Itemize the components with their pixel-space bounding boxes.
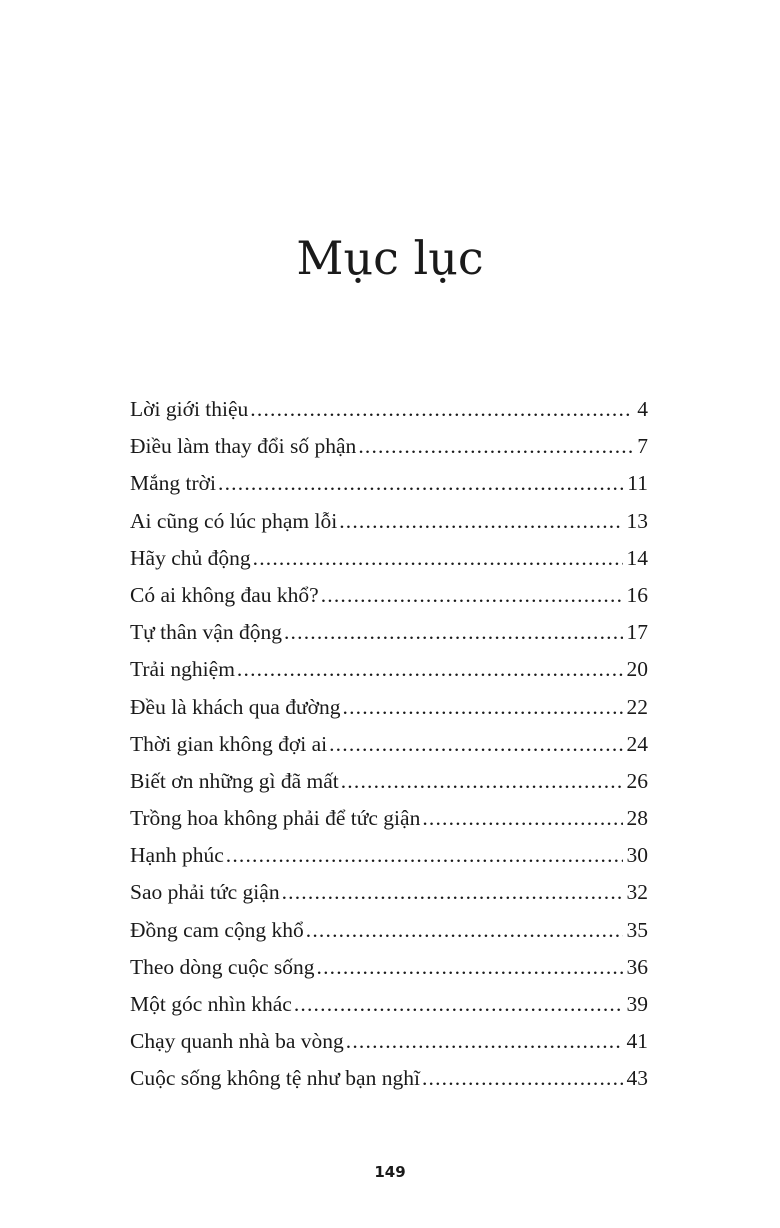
toc-leader-dots <box>358 428 633 465</box>
toc-entry <box>130 577 648 614</box>
toc-entry-label: Cuộc sống không tệ như bạn nghĩ <box>130 1066 420 1091</box>
toc-entry-label: Hạnh phúc <box>130 843 224 868</box>
toc-leader-dots <box>306 912 623 949</box>
toc-leader-dots <box>422 800 622 837</box>
toc-leader-dots <box>250 391 633 428</box>
toc-entry-page: 22 <box>626 694 648 719</box>
toc-entry <box>130 1060 648 1097</box>
toc-entry-page: 35 <box>626 917 648 942</box>
toc-entry-page: 14 <box>626 545 648 570</box>
toc-entry <box>130 391 648 428</box>
toc-leader-dots <box>341 763 623 800</box>
toc-entry <box>130 428 648 465</box>
toc-entry-page: 32 <box>626 880 648 905</box>
toc-entry <box>130 540 648 577</box>
toc-entry-label: Đồng cam cộng khổ <box>130 917 304 942</box>
toc-entry <box>130 837 648 874</box>
toc-entry-label: Một góc nhìn khác <box>130 992 292 1016</box>
toc-entry-page: 16 <box>626 582 648 607</box>
toc-entry <box>130 800 648 837</box>
toc-entry-page: 30 <box>626 843 648 868</box>
toc-entry-label: Mắng trời <box>130 471 217 496</box>
page-title: Mục lục <box>296 231 484 285</box>
toc-entry-label: Chạy quanh nhà ba vòng <box>130 1029 344 1054</box>
toc-leader-dots <box>294 986 623 1023</box>
toc-entry-label: Thời gian không đợi ai <box>130 731 328 756</box>
toc-entry-label: Có ai không đau khổ? <box>130 582 319 607</box>
toc-entry <box>130 726 648 763</box>
toc-entry <box>130 874 648 911</box>
toc-entry-page: 4 <box>637 397 648 421</box>
toc-leader-dots <box>317 949 623 986</box>
toc-entry <box>130 986 648 1023</box>
toc-leader-dots <box>422 1060 623 1097</box>
toc-entry-page: 26 <box>626 768 648 793</box>
toc-entry-page: 39 <box>626 992 648 1016</box>
toc-entry <box>130 763 648 800</box>
toc-entry-page: 7 <box>637 434 648 459</box>
toc-leader-dots <box>343 689 623 726</box>
toc-entry-label: Trải nghiệm <box>130 657 235 682</box>
toc-leader-dots <box>282 874 623 911</box>
toc-entry <box>130 689 648 726</box>
toc-entry-page: 13 <box>626 508 648 533</box>
toc-entry-page: 41 <box>626 1029 648 1054</box>
toc-entry <box>130 912 648 949</box>
toc-entry <box>130 465 648 502</box>
toc-entry-label: Sao phải tức giận <box>130 880 280 905</box>
toc-entry-label: Đều là khách qua đường <box>130 694 341 719</box>
toc-leader-dots <box>346 1023 623 1060</box>
toc-entry-label: Theo dòng cuộc sống <box>130 954 315 979</box>
toc-entry-label: Lời giới thiệu <box>130 397 249 421</box>
toc-entry-label: Tự thân vận động <box>130 620 282 645</box>
toc-leader-dots <box>321 577 623 614</box>
toc-entry-page: 43 <box>626 1066 648 1091</box>
toc-entry-page: 36 <box>626 954 648 979</box>
toc-leader-dots <box>218 465 623 502</box>
table-of-contents <box>130 391 648 1098</box>
toc-entry-page: 28 <box>626 806 648 831</box>
toc-leader-dots <box>284 614 623 651</box>
toc-leader-dots <box>237 651 623 688</box>
toc-entry <box>130 651 648 688</box>
toc-leader-dots <box>253 540 623 577</box>
toc-entry-label: Điều làm thay đổi số phận <box>130 434 357 459</box>
toc-entry-page: 24 <box>626 731 648 756</box>
toc-entry-label: Ai cũng có lúc phạm lỗi <box>130 508 338 533</box>
toc-leader-dots <box>226 837 623 874</box>
toc-entry <box>130 614 648 651</box>
page-number: 149 <box>374 1163 406 1181</box>
toc-entry <box>130 949 648 986</box>
toc-entry-label: Biết ơn những gì đã mất <box>130 768 339 793</box>
toc-leader-dots <box>329 726 622 763</box>
toc-leader-dots <box>339 503 622 540</box>
toc-entry <box>130 1023 648 1060</box>
toc-entry <box>130 503 648 540</box>
toc-entry-label: Hãy chủ động <box>130 545 251 570</box>
toc-entry-page: 11 <box>627 471 648 496</box>
toc-entry-page: 17 <box>626 620 648 645</box>
toc-entry-page: 20 <box>626 657 648 682</box>
toc-entry-label: Trồng hoa không phải để tức giận <box>130 806 421 831</box>
